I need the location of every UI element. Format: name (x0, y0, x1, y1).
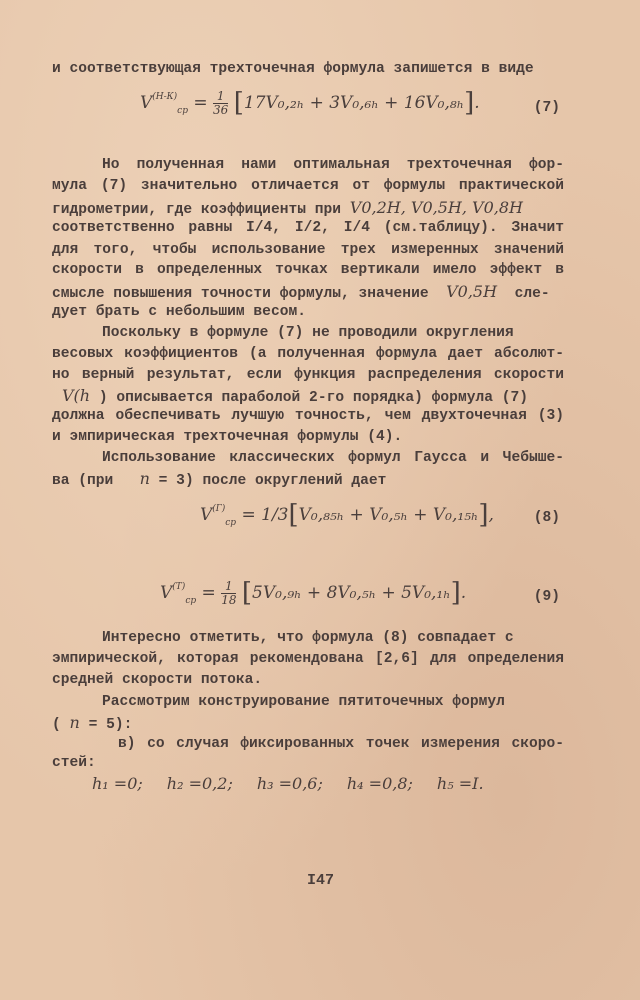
text-line (62, 387, 574, 407)
inline-math: n (69, 713, 80, 732)
formula-sub: ср (225, 518, 237, 528)
text-line: мула (7) значительно отличается от формулы практической (52, 178, 564, 194)
formula-sub: ср (177, 106, 188, 116)
formula-body: V₀,₈₅ₕ + V₀,₅ₕ + V₀,₁₅ₕ (298, 505, 479, 525)
text-line (52, 199, 564, 219)
text: ва (при (52, 473, 114, 489)
formula-sup: (Г) (212, 504, 226, 514)
equation-label: (9) (533, 589, 560, 605)
inline-math: V0,5H (446, 282, 498, 301)
text: ) описывается параболой 2-го порядка) формула (7) (98, 390, 529, 406)
text-line: дует брать с небольшим весом. (52, 304, 306, 320)
point-value: h₂ =0,2; (166, 774, 233, 793)
text-line: но верный результат, если функция распределения скорости (52, 367, 564, 383)
formula-sub: ср (185, 596, 197, 606)
point-value: h₅ =I. (436, 774, 484, 793)
text-line: Использование классических формул Гаусса и Чебыше- (102, 450, 564, 466)
point-value: h₃ =0,6; (256, 774, 323, 793)
text-line (52, 714, 564, 734)
denominator: 18 (221, 593, 237, 607)
formula-lhs: V (140, 93, 153, 113)
equation-label: (8) (533, 510, 560, 526)
numerator: 1 (213, 90, 228, 104)
page-number: I47 (307, 872, 335, 889)
formula-tail: . (474, 93, 480, 113)
text: гидрометрии, где коэффициенты при (52, 202, 342, 218)
text: ( (52, 717, 61, 733)
formula-8: $V^{(Г)}_{ср} = 1/3[V_0,_{85h} + V_0,_{5h} + V_0,_{15h}]$, (200, 500, 494, 530)
text: = 5): (88, 717, 133, 733)
text-line: Рассмотрим конструирование пятиточечных формул (102, 694, 505, 710)
formula-sup: (Т) (172, 582, 186, 592)
text: сле- (514, 286, 550, 302)
equation-label: (7) (533, 100, 560, 116)
text-line: для того, чтобы использование трех измеренных значений (52, 242, 564, 258)
formula-body: 17V₀,₂ₕ + 3V₀,₆ₕ + 16V₀,₈ₕ (243, 93, 465, 113)
inline-math: n (139, 469, 150, 488)
text-line: должна обеспечивать лучшую точность, чем двухточечная (3) (52, 408, 564, 424)
text-line: стей: (52, 755, 96, 771)
text: смысле повышения точности формулы, значение (52, 286, 429, 302)
inline-math: V0,2H, V0,5H, V0,8H (349, 198, 523, 217)
point-value: h₄ =0,8; (346, 774, 413, 793)
text-line (52, 470, 564, 490)
text-line: и эмпирическая трехточечная формулы (4). (52, 429, 403, 445)
points-list (92, 775, 484, 793)
text-line: Поскольку в формуле (7) не проводили округления (102, 325, 514, 341)
formula-lhs: V (200, 505, 213, 525)
formula-body: 5V₀,₉ₕ + 8V₀,₅ₕ + 5V₀,₁ₕ (252, 583, 451, 603)
fraction (221, 580, 236, 607)
fraction (213, 90, 228, 117)
text-line: средней скорости потока. (52, 672, 263, 688)
text-line: Но полученная нами оптимальная трехточечная фор- (102, 157, 564, 173)
formula-9: $V^{(Т)}_{ср}$ = $\frac{1}{18}$ [5V₀,₉ₕ + 8V₀,₅ₕ + 5V₀,₁ₕ]. (160, 578, 467, 608)
formula-sup: (Н-К) (152, 92, 178, 102)
text-line: Интересно отметить, что формула (8) совпадает с (102, 630, 514, 646)
formula-lhs: V (160, 583, 173, 603)
text-line: и соответствующая трехточечная формула запишется в виде (52, 61, 534, 77)
text-line (52, 283, 564, 303)
inline-math: V(h (62, 386, 91, 405)
text-line: соответственно равны I/4, I/2, I/4 (см.таблицу). Значит (52, 220, 564, 236)
formula-coefficient: 1/3 (261, 505, 289, 525)
formula-tail: , (488, 505, 494, 525)
text-line: весовых коэффициентов (а полученная формула дает абсолют- (52, 346, 564, 362)
text-line: в) со случая фиксированных точек измерения скоро- (118, 736, 564, 752)
numerator: 1 (221, 580, 236, 594)
formula-7: $V^{(Н-К)}_{ср}$ = $\frac{1}{36}$ [17V₀,₂ₕ + 3V₀,₆ₕ + 16V₀,₈ₕ]. (140, 88, 480, 118)
point-value: h₁ =0; (92, 774, 143, 793)
text-line: эмпирической, которая рекомендована [2,6] для определения (52, 651, 564, 667)
denominator: 36 (213, 103, 229, 117)
text-line: скорости в определенных точках вертикали имело эффект в (52, 262, 564, 278)
text: = 3) после округлений дает (158, 473, 387, 489)
formula-tail: . (460, 583, 467, 603)
